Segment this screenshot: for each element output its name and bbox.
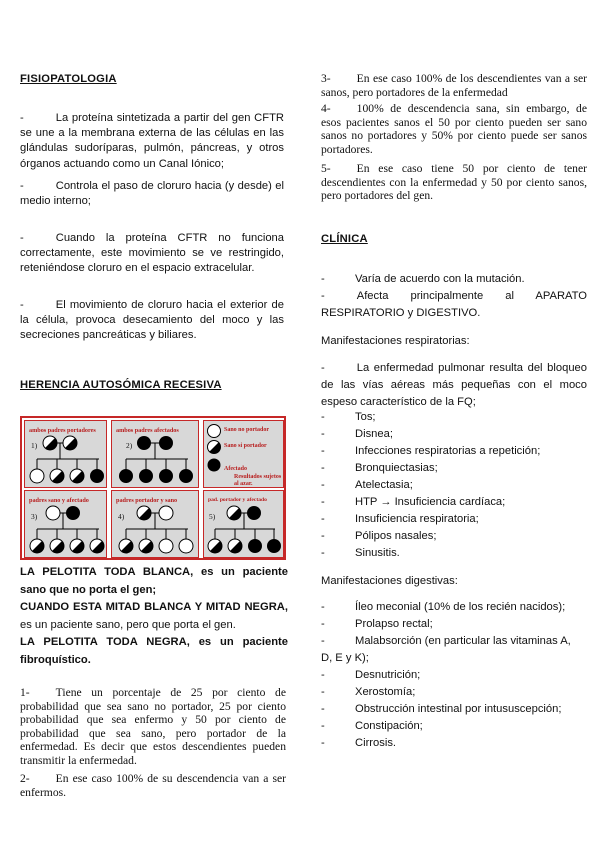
pedigree-chart bbox=[25, 421, 108, 489]
numbered-item-4: 4- 100% de descendencia sana, sin embargo, de esos pacientes sanos el 50 por ciento pueden ser sano sanos no portadores y 50% por ciento puede ser sanos portadores. bbox=[321, 102, 587, 156]
legend-note: al azar. bbox=[234, 481, 253, 487]
affected-symbol bbox=[66, 506, 80, 520]
carrier-symbol bbox=[227, 506, 241, 520]
affected-symbol bbox=[119, 469, 133, 483]
carrier-symbol bbox=[30, 539, 44, 553]
legend-carrier-label: Sano si portador bbox=[224, 443, 267, 449]
fisio-paragraph-2: - Controla el paso de cloruro hacia (y desde) el medio interno; bbox=[20, 180, 284, 208]
carrier-symbol bbox=[228, 539, 242, 553]
carrier-symbol bbox=[50, 539, 64, 553]
pedigree-figure bbox=[20, 416, 286, 560]
fisio-paragraph-3: - Cuando la proteína CFTR no funciona correctamente, este movimiento se ve restringido, reteniéndose cloruro en el espacio extracelular. bbox=[20, 232, 284, 275]
carrier-symbol bbox=[119, 539, 133, 553]
pedigree-chart bbox=[25, 491, 108, 559]
carrier-symbol bbox=[50, 469, 64, 483]
heading-fisiopatologia: FISIOPATOLOGIA bbox=[20, 73, 117, 85]
carrier-symbol bbox=[43, 436, 57, 450]
legend-healthy-icon bbox=[208, 425, 221, 438]
resp-title: Manifestaciones respiratorias: bbox=[321, 335, 470, 347]
affected-symbol bbox=[90, 469, 104, 483]
carrier-symbol bbox=[70, 539, 84, 553]
affected-symbol bbox=[267, 539, 281, 553]
legend-explanation: LA PELOTITA TODA BLANCA, es un paciente sano que no porta el gen; CUANDO ESTA MITAD BLANCA Y MITAD NEGRA, es un paciente sano, pero que porta el gen. LA PELOTITA TODA NEGRA, es un paciente fibroquístico. bbox=[20, 566, 288, 666]
panel-number: 4) bbox=[118, 512, 125, 521]
numbered-item-3: 3- En ese caso 100% de los descendientes van a ser sanos, pero portadores de la enfermedad bbox=[321, 72, 587, 99]
legend-affected-icon bbox=[208, 459, 221, 472]
carrier-symbol bbox=[70, 469, 84, 483]
affected-symbol bbox=[137, 436, 151, 450]
legend-healthy-label: Sano no portador bbox=[224, 427, 270, 433]
legend-note: Resultados sujetos bbox=[234, 474, 282, 480]
heading-clinica: CLÍNICA bbox=[321, 233, 368, 245]
affected-symbol bbox=[139, 469, 153, 483]
fisio-paragraph-1: - La proteína sintetizada a partir del gen CFTR se une a la membrana externa de las células en las glándulas sudoríparas, pulmón, páncreas, y otros órganos actuando como un Canal Iónico; bbox=[20, 112, 284, 170]
panel-carrier-healthy bbox=[111, 490, 199, 558]
affected-symbol bbox=[159, 469, 173, 483]
carrier-symbol bbox=[137, 506, 151, 520]
pedigree-chart bbox=[204, 491, 285, 559]
panel-number: 1) bbox=[31, 441, 38, 450]
heading-herencia: HERENCIA AUTOSÓMICA RECESIVA bbox=[20, 379, 222, 391]
healthy-symbol bbox=[46, 506, 60, 520]
panel-title: ambos padres afectados bbox=[116, 427, 179, 434]
panel-carrier-affected bbox=[203, 490, 284, 558]
affected-symbol bbox=[159, 436, 173, 450]
panel-title: padres sano y afectado bbox=[29, 497, 89, 504]
panel-title: ambos padres portadores bbox=[29, 427, 96, 434]
healthy-symbol bbox=[159, 506, 173, 520]
dig-title: Manifestaciones digestivas: bbox=[321, 575, 458, 587]
resp-intro: - La enfermedad pulmonar resulta del bloqueo de las vías aéreas más pequeñas con el moco espeso característico de la FQ; bbox=[321, 362, 587, 408]
pedigree-chart bbox=[112, 421, 200, 489]
panel-title: padres portador y sano bbox=[116, 497, 178, 504]
numbered-item-2: 2- En ese caso 100% de su descendencia van a ser enfermos. bbox=[20, 772, 286, 799]
legend-panel bbox=[203, 420, 284, 488]
panel-both-carriers bbox=[24, 420, 107, 488]
carrier-symbol bbox=[139, 539, 153, 553]
legend-affected-label: Afectado bbox=[224, 466, 247, 472]
panel-number: 5) bbox=[209, 512, 216, 521]
healthy-symbol bbox=[179, 539, 193, 553]
panel-number: 3) bbox=[31, 512, 38, 521]
panel-number: 2) bbox=[126, 441, 133, 450]
affected-symbol bbox=[179, 469, 193, 483]
affected-symbol bbox=[248, 539, 262, 553]
clinica-item: - Afecta principalmente al APARATO RESPIRATORIO y DIGESTIVO. bbox=[321, 290, 587, 319]
panel-title: pad. portador y afectado bbox=[208, 497, 267, 503]
healthy-symbol bbox=[159, 539, 173, 553]
numbered-item-1: 1- Tiene un porcentaje de 25 por ciento de probabilidad que sea sano no portador, 25 por ciento probabilidad que sea enfermo y 50 por ciento de probabilidad que sea sano, pero portador de la enfermedad. Es decir que estos descendientes pueden transmitir la enfermedad. bbox=[20, 686, 286, 767]
healthy-symbol bbox=[30, 469, 44, 483]
carrier-symbol bbox=[63, 436, 77, 450]
fisio-paragraph-4: - El movimiento de cloruro hacia el exterior de la célula, provoca desecamiento del moco y las secreciones pancreáticas y biliares. bbox=[20, 299, 284, 342]
numbered-item-5: 5- En ese caso tiene 50 por ciento de tener descendientes con la enfermedad y 50 por ciento sanos, pero portadores del gen. bbox=[321, 162, 587, 203]
dig-item-continuation: D, E y K); bbox=[321, 652, 369, 664]
carrier-symbol bbox=[208, 539, 222, 553]
carrier-symbol bbox=[90, 539, 104, 553]
legend-carrier-icon bbox=[208, 441, 221, 454]
panel-both-affected bbox=[111, 420, 199, 488]
panel-healthy-affected bbox=[24, 490, 107, 558]
pedigree-chart bbox=[112, 491, 200, 559]
affected-symbol bbox=[247, 506, 261, 520]
